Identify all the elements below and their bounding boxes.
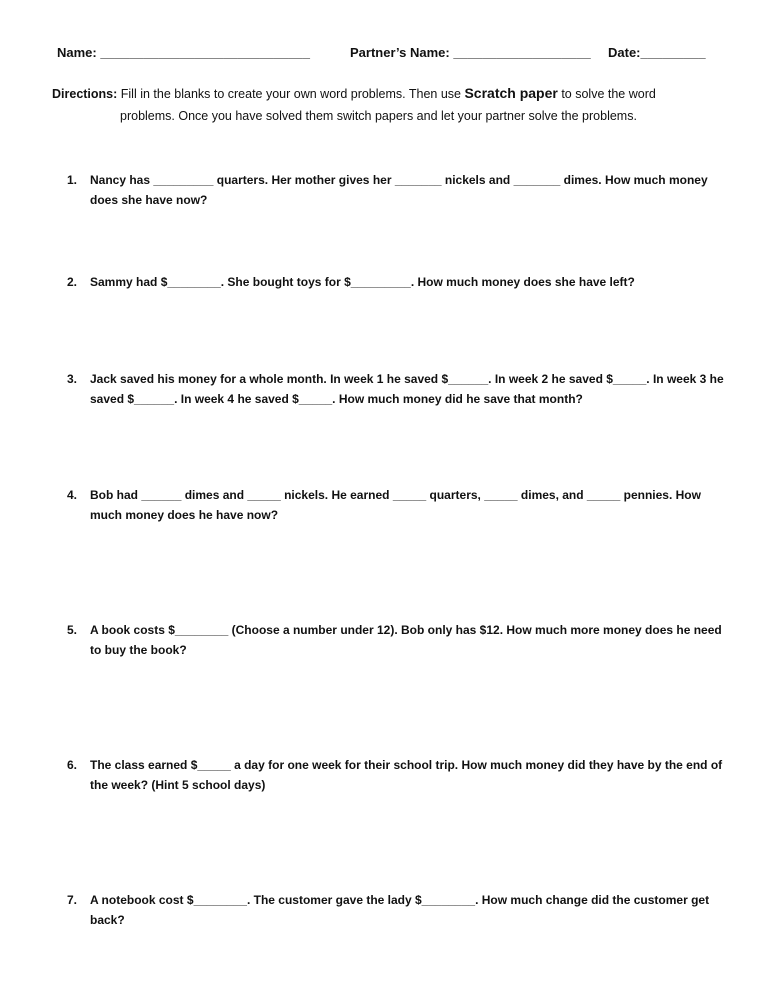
problem-text[interactable]: Jack saved his money for a whole month. In week 1 he saved $______. In week 2 he saved $_____. In week 3 he saved $______. In week 4 he saved $_____. How much money did he save that month? <box>90 372 724 406</box>
directions-text-2: to solve the word <box>557 87 656 101</box>
problem-number: 3. <box>67 372 78 386</box>
problem-text[interactable]: A notebook cost $________. The customer gave the lady $________. How much change did the customer get back? <box>90 893 710 927</box>
problem-number: 1. <box>67 173 78 187</box>
problem-number: 2. <box>67 275 78 289</box>
scratch-paper-text: Scratch paper <box>464 85 558 101</box>
date-field[interactable]: Date:_________ <box>608 45 706 60</box>
directions-line-2: problems. Once you have solved them switch papers and let your partner solve the problems. <box>120 109 637 123</box>
partner-name-field[interactable]: Partner’s Name: ___________________ <box>350 45 591 60</box>
problem-5 <box>67 620 727 660</box>
problem-text[interactable]: The class earned $_____ a day for one week for their school trip. How much money did they have by the end of the week? (Hint 5 school days) <box>90 758 723 792</box>
problem-number: 5. <box>67 623 78 637</box>
directions-text-1: Fill in the blanks to create your own word problems. Then use <box>117 87 465 101</box>
problem-number: 6. <box>67 758 78 772</box>
problem-text[interactable]: Sammy had $________. She bought toys for $_________. How much money does she have left? <box>90 275 635 289</box>
problem-4 <box>67 485 727 525</box>
problem-3 <box>67 369 727 409</box>
name-field[interactable]: Name: _____________________________ <box>57 45 311 60</box>
directions-line-1 <box>52 82 722 105</box>
problem-text[interactable]: Bob had ______ dimes and _____ nickels. He earned _____ quarters, _____ dimes, and _____ pennies. How much money does he have now? <box>90 488 701 522</box>
problem-6 <box>67 755 727 795</box>
problem-number: 7. <box>67 893 78 907</box>
directions-label: Directions: <box>52 87 118 101</box>
problem-7 <box>67 890 727 930</box>
problem-text[interactable]: Nancy has _________ quarters. Her mother gives her _______ nickels and _______ dimes. How much money does she have now? <box>90 173 708 207</box>
problem-number: 4. <box>67 488 78 502</box>
directions <box>52 82 722 127</box>
problem-1 <box>67 170 727 210</box>
problem-text[interactable]: A book costs $________ (Choose a number under 12). Bob only has $12. How much more money does he need to buy the book? <box>90 623 722 657</box>
problem-2 <box>67 272 727 292</box>
